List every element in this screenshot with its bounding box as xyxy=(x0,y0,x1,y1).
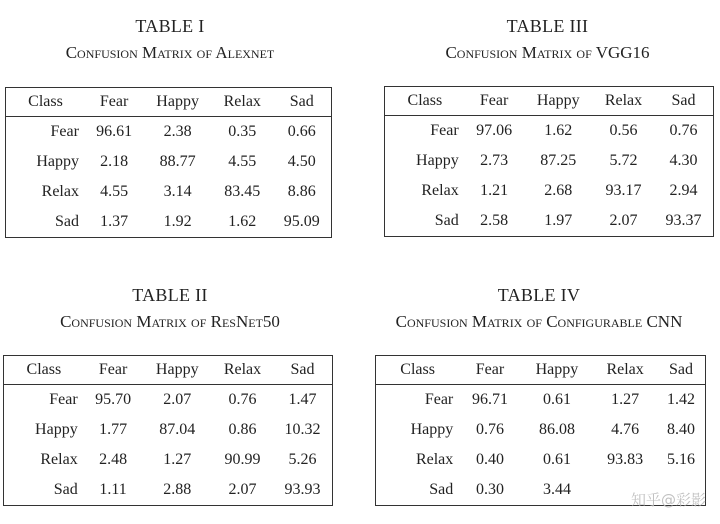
table-cell: 93.93 xyxy=(284,481,321,498)
column-header: Sad xyxy=(657,356,706,385)
watermark-text: 知乎@彩影 xyxy=(630,491,706,509)
column-header: Class xyxy=(376,356,460,385)
table-cell: 0.86 xyxy=(228,421,257,438)
row-label: Relax xyxy=(421,182,459,199)
table-cell: 0.40 xyxy=(475,451,504,468)
table-title: TABLE III xyxy=(506,16,589,36)
table-cell: 96.71 xyxy=(471,391,508,408)
row-label: Happy xyxy=(410,421,454,438)
table-caption: Confusion Matrix of VGG16 xyxy=(445,43,650,62)
column-header: Class xyxy=(4,356,84,385)
row-label: Relax xyxy=(41,183,79,200)
table-cell: 93.37 xyxy=(665,212,702,229)
table-cell: 10.32 xyxy=(284,421,321,438)
table-cell: 1.11 xyxy=(99,481,127,498)
table-cell: 0.56 xyxy=(609,122,638,139)
table-cell: 1.47 xyxy=(288,391,317,408)
row-label: Fear xyxy=(430,122,459,139)
table-cell: 4.55 xyxy=(228,153,257,170)
table-caption: Confusion Matrix of Configurable CNN xyxy=(395,312,683,331)
confusion-matrix-table xyxy=(3,355,333,506)
table-title: TABLE I xyxy=(135,16,205,36)
table-cell: 0.76 xyxy=(475,421,504,438)
column-header: Fear xyxy=(459,356,520,385)
column-header: Relax xyxy=(212,356,273,385)
table-row xyxy=(4,415,333,445)
table-cell: 4.30 xyxy=(669,152,698,169)
row-label: Happy xyxy=(36,153,79,170)
table-cell: 93.83 xyxy=(607,451,644,468)
table-row xyxy=(4,385,333,416)
row-label: Fear xyxy=(50,123,79,140)
table-cell: 87.04 xyxy=(159,421,196,438)
row-label: Sad xyxy=(53,481,78,498)
table-cell: 0.76 xyxy=(669,122,698,139)
table-header-row xyxy=(376,356,706,385)
table-cell: 1.62 xyxy=(544,122,573,139)
table-cell: 1.97 xyxy=(544,212,573,229)
column-header: Relax xyxy=(593,87,654,116)
confusion-matrix-table xyxy=(375,355,706,506)
table-cell: 8.86 xyxy=(287,183,316,200)
table-cell: 5.16 xyxy=(666,451,695,468)
table-cell: 1.37 xyxy=(100,213,129,230)
row-label: Happy xyxy=(35,421,78,438)
table-cell: 8.40 xyxy=(666,421,695,438)
column-header: Happy xyxy=(142,356,212,385)
confusion-matrix-table xyxy=(5,87,332,238)
table-cell: 1.77 xyxy=(99,421,128,438)
table-cell: 0.66 xyxy=(287,123,316,140)
table-cell: 4.76 xyxy=(611,421,640,438)
table-cell: 95.09 xyxy=(283,213,320,230)
table-cell: 2.73 xyxy=(480,152,509,169)
table-cell: 90.99 xyxy=(224,451,261,468)
column-header: Relax xyxy=(212,88,272,117)
column-header: Sad xyxy=(273,356,333,385)
table-cell: 1.92 xyxy=(163,213,192,230)
table-cell: 88.77 xyxy=(159,153,196,170)
column-header: Happy xyxy=(521,356,594,385)
column-header: Fear xyxy=(84,356,143,385)
table-cell: 96.61 xyxy=(96,123,133,140)
table-cell: 2.18 xyxy=(100,153,129,170)
table-cell: 5.26 xyxy=(288,451,317,468)
table-row xyxy=(4,445,333,475)
column-header: Sad xyxy=(654,87,714,116)
table-cell: 3.14 xyxy=(163,183,192,200)
table-cell: 4.50 xyxy=(287,153,316,170)
row-label: Happy xyxy=(416,152,459,169)
table-cell: 95.70 xyxy=(95,391,132,408)
table-header-row xyxy=(6,88,332,117)
table-cell: 2.94 xyxy=(669,182,698,199)
table-cell: 2.48 xyxy=(99,451,128,468)
table-cell: 2.07 xyxy=(228,481,257,498)
table-cell: 83.45 xyxy=(224,183,261,200)
table-row xyxy=(376,445,706,475)
table-cell: 0.76 xyxy=(228,391,257,408)
table-cell: 2.07 xyxy=(163,391,192,408)
table-row xyxy=(6,147,332,177)
table-cell: 87.25 xyxy=(540,152,577,169)
table-cell: 0.30 xyxy=(475,481,504,498)
column-header: Sad xyxy=(272,88,331,117)
table-row xyxy=(6,177,332,207)
table-row xyxy=(385,176,714,206)
table-cell: 2.88 xyxy=(163,481,192,498)
table-cell: 93.17 xyxy=(605,182,642,199)
table-row xyxy=(385,116,714,147)
table-cell: 2.38 xyxy=(163,123,192,140)
row-label: Fear xyxy=(424,391,454,408)
row-label: Sad xyxy=(54,213,79,230)
table-caption: Confusion Matrix of ResNet50 xyxy=(60,312,280,331)
table-cell: 0.61 xyxy=(542,451,571,468)
row-label: Fear xyxy=(49,391,78,408)
table-cell: 0.61 xyxy=(542,391,571,408)
table-cell: 0.35 xyxy=(228,123,257,140)
table-cell: 1.27 xyxy=(611,391,640,408)
column-header: Happy xyxy=(143,88,212,117)
table-row xyxy=(385,146,714,176)
table-cell: 4.55 xyxy=(100,183,129,200)
table-cell: 1.62 xyxy=(228,213,257,230)
table-header-row xyxy=(4,356,333,385)
table-row xyxy=(4,475,333,506)
column-header: Fear xyxy=(465,87,524,116)
table-row xyxy=(385,206,714,237)
table-cell: 1.21 xyxy=(480,182,509,199)
table-cell: 86.08 xyxy=(538,421,575,438)
column-header: Class xyxy=(6,88,85,117)
table-title: TABLE IV xyxy=(497,285,581,305)
table-cell: 2.68 xyxy=(544,182,573,199)
table-cell: 1.27 xyxy=(163,451,192,468)
table-cell: 1.42 xyxy=(666,391,695,408)
table-caption: Confusion Matrix of Alexnet xyxy=(65,43,275,62)
table-cell: 2.58 xyxy=(480,212,509,229)
table-cell: 2.07 xyxy=(609,212,638,229)
row-label: Relax xyxy=(40,451,78,468)
table-row xyxy=(6,207,332,238)
table-cell: 97.06 xyxy=(476,122,513,139)
column-header: Class xyxy=(385,87,465,116)
row-label: Sad xyxy=(434,212,459,229)
row-label: Relax xyxy=(415,451,454,468)
table-header-row xyxy=(385,87,714,116)
column-header: Happy xyxy=(523,87,593,116)
confusion-matrix-table xyxy=(384,86,714,237)
table-row xyxy=(376,385,706,416)
table-cell: 5.72 xyxy=(609,152,638,169)
column-header: Relax xyxy=(593,356,657,385)
table-row xyxy=(376,415,706,445)
column-header: Fear xyxy=(85,88,143,117)
table-cell: 3.44 xyxy=(542,481,571,498)
table-title: TABLE II xyxy=(132,285,208,305)
table-row xyxy=(6,117,332,148)
row-label: Sad xyxy=(429,481,454,498)
